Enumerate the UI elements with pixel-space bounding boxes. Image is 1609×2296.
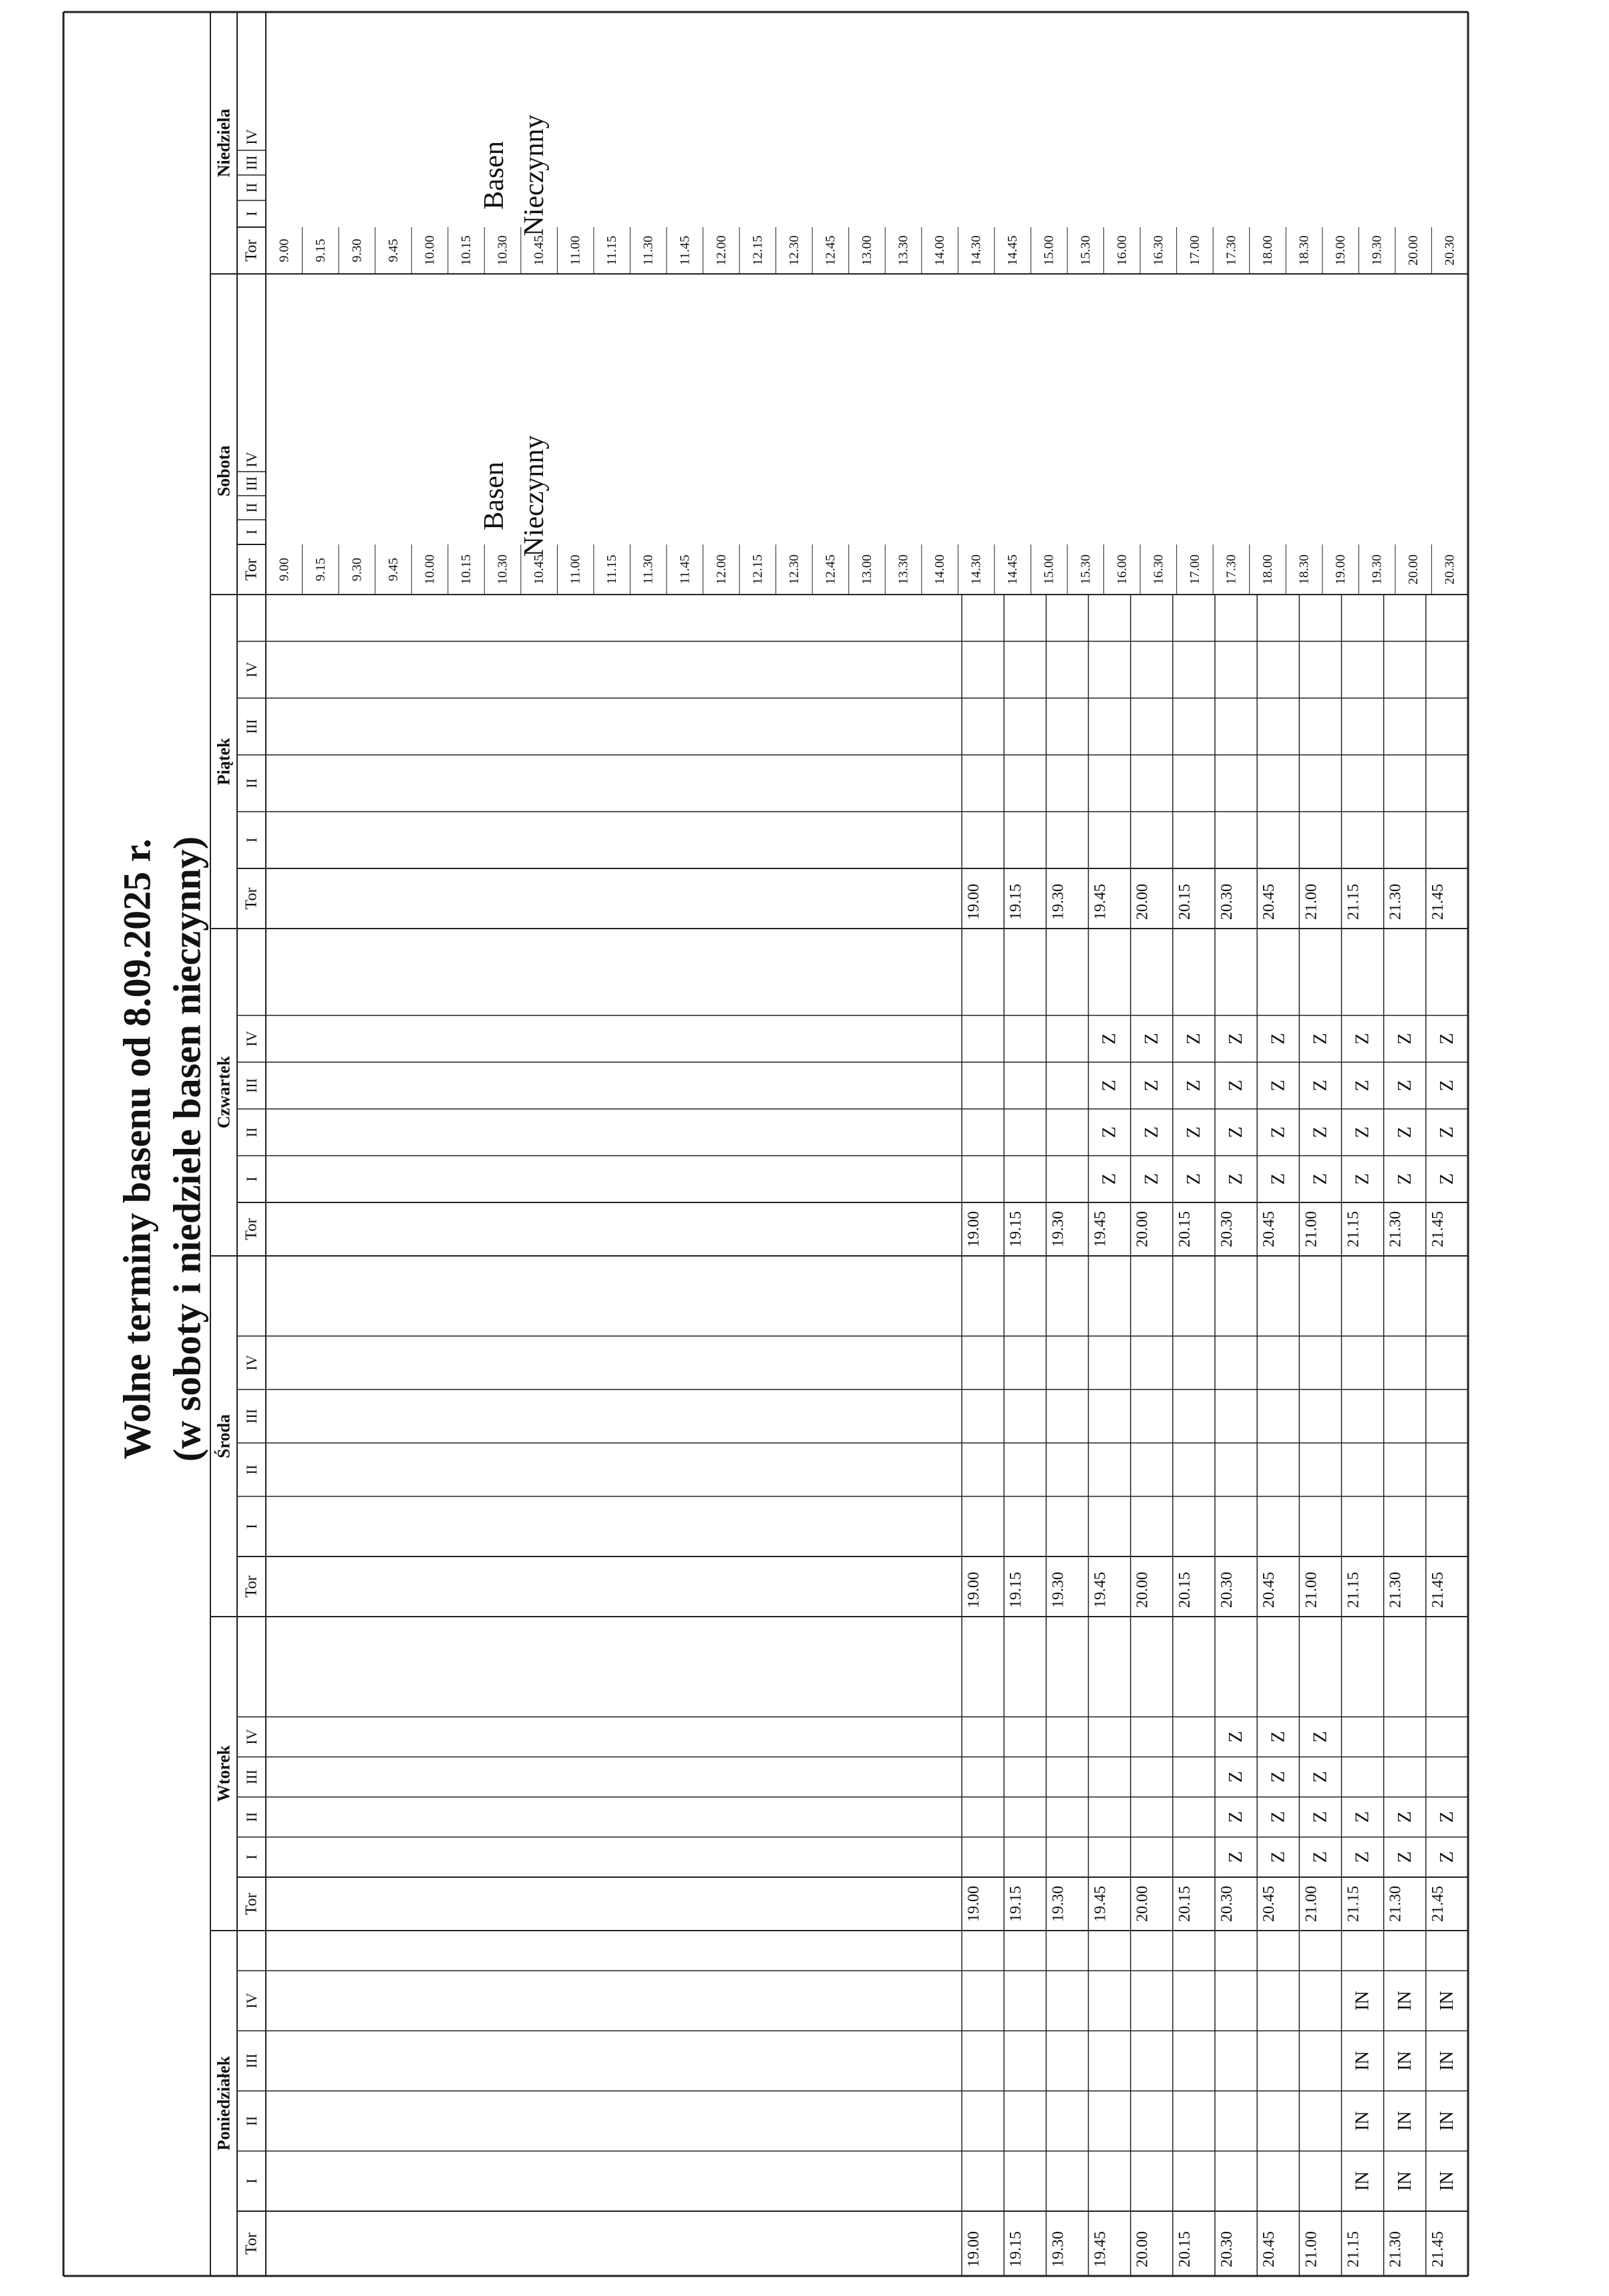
time-cell: 10.00 bbox=[422, 554, 437, 585]
time-cell: 19.30 bbox=[1049, 1572, 1067, 1608]
lane-mark: IN bbox=[1352, 2171, 1373, 2191]
time-cell: 19.45 bbox=[1091, 1886, 1109, 1922]
tor-header: Tor bbox=[242, 887, 260, 910]
day-name: Piątek bbox=[214, 737, 234, 786]
time-cell: 12.00 bbox=[713, 554, 729, 585]
lane-mark: Z bbox=[1310, 1080, 1331, 1092]
time-cell: 21.00 bbox=[1302, 1886, 1320, 1922]
day-name: Wtorek bbox=[214, 1745, 234, 1802]
time-cell: 21.45 bbox=[1429, 1211, 1447, 1247]
lane-mark: Z bbox=[1099, 1173, 1120, 1185]
time-cell: 19.45 bbox=[1091, 1572, 1109, 1608]
lane-mark: IN bbox=[1352, 2111, 1373, 2131]
lane-mark: Z bbox=[1436, 1126, 1457, 1138]
time-cell: 14.45 bbox=[1005, 235, 1021, 266]
lane-mark: Z bbox=[1141, 1126, 1162, 1138]
time-cell: 21.00 bbox=[1302, 1211, 1320, 1247]
lane-mark: Z bbox=[1268, 1811, 1289, 1823]
time-cell: 19.00 bbox=[1333, 554, 1349, 585]
time-cell: 19.30 bbox=[1049, 884, 1067, 920]
time-cell: 19.15 bbox=[1007, 1211, 1025, 1247]
time-cell: 21.30 bbox=[1387, 2231, 1405, 2267]
lane-mark: Z bbox=[1394, 1811, 1415, 1823]
time-cell: 12.45 bbox=[823, 554, 838, 585]
lane-mark: Z bbox=[1352, 1811, 1373, 1823]
day-name: Niedziela bbox=[214, 108, 234, 178]
time-cell: 21.45 bbox=[1429, 884, 1447, 920]
lane-mark: IN bbox=[1394, 2111, 1415, 2131]
time-cell: 15.30 bbox=[1078, 235, 1093, 266]
lane-mark: IN bbox=[1394, 1991, 1415, 2011]
time-cell: 20.00 bbox=[1133, 2231, 1151, 2267]
time-cell: 19.00 bbox=[965, 884, 982, 920]
lane-mark: Z bbox=[1436, 1811, 1457, 1823]
lane-mark: IN bbox=[1436, 2111, 1457, 2131]
time-cell: 21.30 bbox=[1387, 1886, 1405, 1922]
time-cell: 16.30 bbox=[1151, 235, 1166, 266]
lane-mark: Z bbox=[1183, 1033, 1204, 1045]
time-cell: 21.30 bbox=[1387, 1572, 1405, 1608]
lane-mark: Z bbox=[1394, 1126, 1415, 1138]
time-cell: 19.15 bbox=[1007, 1886, 1025, 1922]
lane-mark: Z bbox=[1352, 1173, 1373, 1185]
time-cell: 21.15 bbox=[1345, 1211, 1363, 1247]
time-cell: 20.45 bbox=[1260, 884, 1278, 920]
lane-header: IV bbox=[243, 1729, 260, 1745]
closed-label-1: Basen bbox=[479, 462, 510, 530]
time-cell: 10.00 bbox=[422, 235, 437, 266]
time-cell: 20.30 bbox=[1218, 2231, 1236, 2267]
time-cell: 19.30 bbox=[1049, 1886, 1067, 1922]
time-cell: 20.00 bbox=[1406, 235, 1421, 266]
lane-mark: Z bbox=[1352, 1033, 1373, 1045]
lane-mark: Z bbox=[1141, 1033, 1162, 1045]
time-cell: 19.45 bbox=[1091, 2231, 1109, 2267]
lane-header: IV bbox=[243, 452, 260, 468]
time-cell: 20.15 bbox=[1176, 884, 1194, 920]
time-cell: 20.30 bbox=[1218, 884, 1236, 920]
time-cell: 11.15 bbox=[604, 235, 620, 266]
lane-mark: Z bbox=[1268, 1771, 1289, 1783]
time-cell: 9.30 bbox=[349, 238, 365, 263]
time-cell: 11.45 bbox=[677, 554, 693, 585]
lane-mark: IN bbox=[1394, 2051, 1415, 2071]
lane-header: II bbox=[243, 778, 260, 788]
lane-header: I bbox=[243, 1854, 260, 1860]
lane-mark: Z bbox=[1226, 1851, 1247, 1863]
lane-header: II bbox=[243, 502, 260, 513]
lane-mark: Z bbox=[1310, 1173, 1331, 1185]
time-cell: 20.30 bbox=[1218, 1211, 1236, 1247]
time-cell: 12.45 bbox=[823, 235, 838, 266]
time-cell: 9.45 bbox=[385, 558, 401, 581]
lane-mark: Z bbox=[1226, 1771, 1247, 1783]
time-cell: 15.00 bbox=[1041, 235, 1057, 266]
lane-header: I bbox=[243, 837, 260, 843]
lane-mark: Z bbox=[1268, 1080, 1289, 1092]
time-cell: 11.15 bbox=[604, 554, 620, 585]
time-cell: 11.00 bbox=[568, 235, 583, 266]
lane-mark: Z bbox=[1310, 1771, 1331, 1783]
closed-label-2: Nieczynny bbox=[519, 435, 550, 557]
lane-mark: Z bbox=[1436, 1033, 1457, 1045]
time-cell: 19.30 bbox=[1049, 2231, 1067, 2267]
lane-header: II bbox=[243, 1464, 260, 1475]
time-cell: 20.00 bbox=[1406, 554, 1421, 585]
time-cell: 21.45 bbox=[1429, 1572, 1447, 1608]
lane-header: III bbox=[243, 2054, 260, 2068]
time-cell: 9.00 bbox=[277, 238, 292, 263]
time-cell: 20.45 bbox=[1260, 1886, 1278, 1922]
time-cell: 19.15 bbox=[1007, 884, 1025, 920]
time-cell: 10.30 bbox=[495, 554, 510, 585]
time-cell: 17.00 bbox=[1187, 554, 1202, 585]
lane-mark: Z bbox=[1352, 1126, 1373, 1138]
lane-header: II bbox=[243, 2116, 260, 2126]
time-cell: 12.30 bbox=[786, 554, 801, 585]
lane-header: IV bbox=[243, 661, 260, 678]
time-cell: 14.30 bbox=[968, 235, 984, 266]
page-subtitle: (w soboty i niedziele basen nieczynny) bbox=[165, 836, 209, 1462]
time-cell: 10.45 bbox=[532, 235, 547, 266]
time-cell: 21.15 bbox=[1345, 1886, 1363, 1922]
time-cell: 20.45 bbox=[1260, 1211, 1278, 1247]
lane-header: I bbox=[243, 1524, 260, 1529]
lane-mark: Z bbox=[1310, 1033, 1331, 1045]
time-cell: 14.00 bbox=[932, 235, 948, 266]
lane-mark: Z bbox=[1394, 1033, 1415, 1045]
lane-mark: Z bbox=[1352, 1080, 1373, 1092]
time-cell: 14.00 bbox=[932, 554, 948, 585]
lane-mark: IN bbox=[1436, 2171, 1457, 2191]
time-cell: 21.15 bbox=[1345, 1572, 1363, 1608]
time-cell: 20.30 bbox=[1442, 235, 1457, 266]
time-cell: 9.15 bbox=[313, 558, 328, 581]
time-cell: 20.00 bbox=[1133, 1211, 1151, 1247]
lane-mark: Z bbox=[1141, 1173, 1162, 1185]
time-cell: 16.30 bbox=[1151, 554, 1166, 585]
time-cell: 20.30 bbox=[1218, 1572, 1236, 1608]
lane-mark: Z bbox=[1268, 1173, 1289, 1185]
time-cell: 9.45 bbox=[385, 238, 401, 263]
time-cell: 20.30 bbox=[1218, 1886, 1236, 1922]
tor-header: Tor bbox=[242, 558, 260, 581]
time-cell: 18.30 bbox=[1296, 235, 1312, 266]
time-cell: 20.15 bbox=[1176, 1211, 1194, 1247]
lane-header: I bbox=[243, 2178, 260, 2184]
lane-mark: Z bbox=[1394, 1080, 1415, 1092]
time-cell: 20.15 bbox=[1176, 2231, 1194, 2267]
page-title: Wolne terminy basenu od 8.09.2025 r. bbox=[115, 838, 159, 1460]
lane-mark: Z bbox=[1226, 1126, 1247, 1138]
time-cell: 11.30 bbox=[641, 235, 656, 266]
lane-header: I bbox=[243, 529, 260, 535]
lane-header: III bbox=[243, 155, 260, 170]
time-cell: 21.45 bbox=[1429, 2231, 1447, 2267]
time-cell: 17.30 bbox=[1224, 235, 1239, 266]
time-cell: 14.30 bbox=[968, 554, 984, 585]
time-cell: 21.00 bbox=[1302, 2231, 1320, 2267]
time-cell: 16.00 bbox=[1114, 554, 1129, 585]
time-cell: 17.00 bbox=[1187, 235, 1202, 266]
time-cell: 12.30 bbox=[786, 235, 801, 266]
lane-header: II bbox=[243, 1812, 260, 1822]
time-cell: 21.30 bbox=[1387, 1211, 1405, 1247]
time-cell: 9.15 bbox=[313, 238, 328, 263]
lane-mark: Z bbox=[1310, 1851, 1331, 1863]
closed-label-2: Nieczynny bbox=[519, 114, 550, 236]
lane-mark: Z bbox=[1226, 1173, 1247, 1185]
time-cell: 20.45 bbox=[1260, 1572, 1278, 1608]
time-cell: 12.00 bbox=[713, 235, 729, 266]
lane-mark: Z bbox=[1436, 1851, 1457, 1863]
day-name: Czwartek bbox=[214, 1055, 234, 1129]
time-cell: 17.30 bbox=[1224, 554, 1239, 585]
lane-mark: Z bbox=[1310, 1731, 1331, 1743]
lane-mark: IN bbox=[1352, 2051, 1373, 2071]
lane-mark: Z bbox=[1226, 1811, 1247, 1823]
time-cell: 20.15 bbox=[1176, 1886, 1194, 1922]
time-cell: 9.00 bbox=[277, 558, 292, 581]
lane-mark: IN bbox=[1352, 1991, 1373, 2011]
closed-label-1: Basen bbox=[479, 141, 510, 210]
time-cell: 19.00 bbox=[1333, 235, 1349, 266]
time-cell: 13.00 bbox=[860, 235, 874, 266]
lane-header: IV bbox=[243, 129, 260, 145]
lane-mark: Z bbox=[1310, 1126, 1331, 1138]
lane-mark: Z bbox=[1099, 1126, 1120, 1138]
lane-mark: Z bbox=[1436, 1173, 1457, 1185]
lane-mark: Z bbox=[1183, 1126, 1204, 1138]
lane-header: I bbox=[243, 1176, 260, 1182]
time-cell: 19.00 bbox=[965, 2231, 982, 2267]
time-cell: 20.15 bbox=[1176, 1572, 1194, 1608]
lane-mark: Z bbox=[1436, 1080, 1457, 1092]
time-cell: 10.45 bbox=[532, 554, 547, 585]
lane-header: III bbox=[243, 1078, 260, 1093]
time-cell: 11.30 bbox=[641, 554, 656, 585]
lane-mark: Z bbox=[1141, 1080, 1162, 1092]
schedule-text bbox=[116, 109, 1457, 2267]
time-cell: 9.30 bbox=[349, 558, 365, 581]
time-cell: 19.00 bbox=[965, 1211, 982, 1247]
time-cell: 20.30 bbox=[1442, 554, 1457, 585]
lane-header: III bbox=[243, 719, 260, 734]
time-cell: 21.00 bbox=[1302, 884, 1320, 920]
lane-header: III bbox=[243, 1409, 260, 1424]
time-cell: 16.00 bbox=[1114, 235, 1129, 266]
lane-header: II bbox=[243, 1127, 260, 1138]
time-cell: 19.00 bbox=[965, 1572, 982, 1608]
lane-mark: IN bbox=[1394, 2171, 1415, 2191]
time-cell: 13.00 bbox=[860, 554, 874, 585]
lane-header: II bbox=[243, 182, 260, 193]
lane-mark: Z bbox=[1268, 1033, 1289, 1045]
lane-mark: Z bbox=[1268, 1731, 1289, 1743]
time-cell: 20.00 bbox=[1133, 1886, 1151, 1922]
time-cell: 12.15 bbox=[750, 235, 765, 266]
lane-header: III bbox=[243, 476, 260, 491]
time-cell: 18.00 bbox=[1260, 235, 1275, 266]
lane-mark: IN bbox=[1436, 2051, 1457, 2071]
time-cell: 19.45 bbox=[1091, 884, 1109, 920]
time-cell: 10.30 bbox=[495, 235, 510, 266]
tor-header: Tor bbox=[242, 239, 260, 262]
time-cell: 21.00 bbox=[1302, 1572, 1320, 1608]
tor-header: Tor bbox=[242, 1575, 260, 1598]
tor-header: Tor bbox=[242, 1893, 260, 1915]
lane-mark: Z bbox=[1226, 1080, 1247, 1092]
time-cell: 19.00 bbox=[965, 1886, 982, 1922]
time-cell: 19.15 bbox=[1007, 2231, 1025, 2267]
time-cell: 19.30 bbox=[1049, 1211, 1067, 1247]
time-cell: 20.00 bbox=[1133, 1572, 1151, 1608]
time-cell: 19.45 bbox=[1091, 1211, 1109, 1247]
lane-header: IV bbox=[243, 1993, 260, 2009]
lane-mark: Z bbox=[1099, 1080, 1120, 1092]
time-cell: 13.30 bbox=[896, 235, 911, 266]
time-cell: 21.15 bbox=[1345, 884, 1363, 920]
lane-mark: IN bbox=[1436, 1991, 1457, 2011]
lane-mark: Z bbox=[1226, 1033, 1247, 1045]
time-cell: 19.15 bbox=[1007, 1572, 1025, 1608]
day-name: Poniedziałek bbox=[214, 2056, 234, 2151]
lane-header: IV bbox=[243, 1355, 260, 1371]
lane-header: IV bbox=[243, 1031, 260, 1047]
time-cell: 21.15 bbox=[1345, 2231, 1363, 2267]
time-cell: 18.30 bbox=[1296, 554, 1312, 585]
lane-mark: Z bbox=[1268, 1851, 1289, 1863]
time-cell: 19.30 bbox=[1369, 235, 1385, 266]
time-cell: 15.00 bbox=[1041, 554, 1057, 585]
time-cell: 21.45 bbox=[1429, 1886, 1447, 1922]
time-cell: 21.30 bbox=[1387, 884, 1405, 920]
lane-mark: Z bbox=[1183, 1173, 1204, 1185]
time-cell: 10.15 bbox=[459, 235, 474, 266]
time-cell: 12.15 bbox=[750, 554, 765, 585]
time-cell: 20.00 bbox=[1133, 884, 1151, 920]
tor-header: Tor bbox=[242, 2233, 260, 2255]
time-cell: 11.00 bbox=[568, 554, 583, 585]
lane-mark: Z bbox=[1268, 1126, 1289, 1138]
lane-mark: Z bbox=[1099, 1033, 1120, 1045]
time-cell: 13.30 bbox=[896, 554, 911, 585]
day-name: Środa bbox=[214, 1414, 234, 1458]
lane-mark: Z bbox=[1394, 1173, 1415, 1185]
time-cell: 14.45 bbox=[1005, 554, 1021, 585]
lane-header: III bbox=[243, 1770, 260, 1784]
tor-header: Tor bbox=[242, 1218, 260, 1241]
lane-mark: Z bbox=[1394, 1851, 1415, 1863]
time-cell: 20.45 bbox=[1260, 2231, 1278, 2267]
time-cell: 19.30 bbox=[1369, 554, 1385, 585]
lane-mark: Z bbox=[1226, 1731, 1247, 1743]
time-cell: 18.00 bbox=[1260, 554, 1275, 585]
time-cell: 15.30 bbox=[1078, 554, 1093, 585]
time-cell: 11.45 bbox=[677, 235, 693, 266]
lane-mark: Z bbox=[1183, 1080, 1204, 1092]
lane-mark: Z bbox=[1310, 1811, 1331, 1823]
lane-header: I bbox=[243, 211, 260, 216]
day-name: Sobota bbox=[214, 445, 234, 497]
time-cell: 10.15 bbox=[459, 554, 474, 585]
schedule-grid bbox=[63, 12, 1468, 2276]
lane-mark: Z bbox=[1352, 1851, 1373, 1863]
